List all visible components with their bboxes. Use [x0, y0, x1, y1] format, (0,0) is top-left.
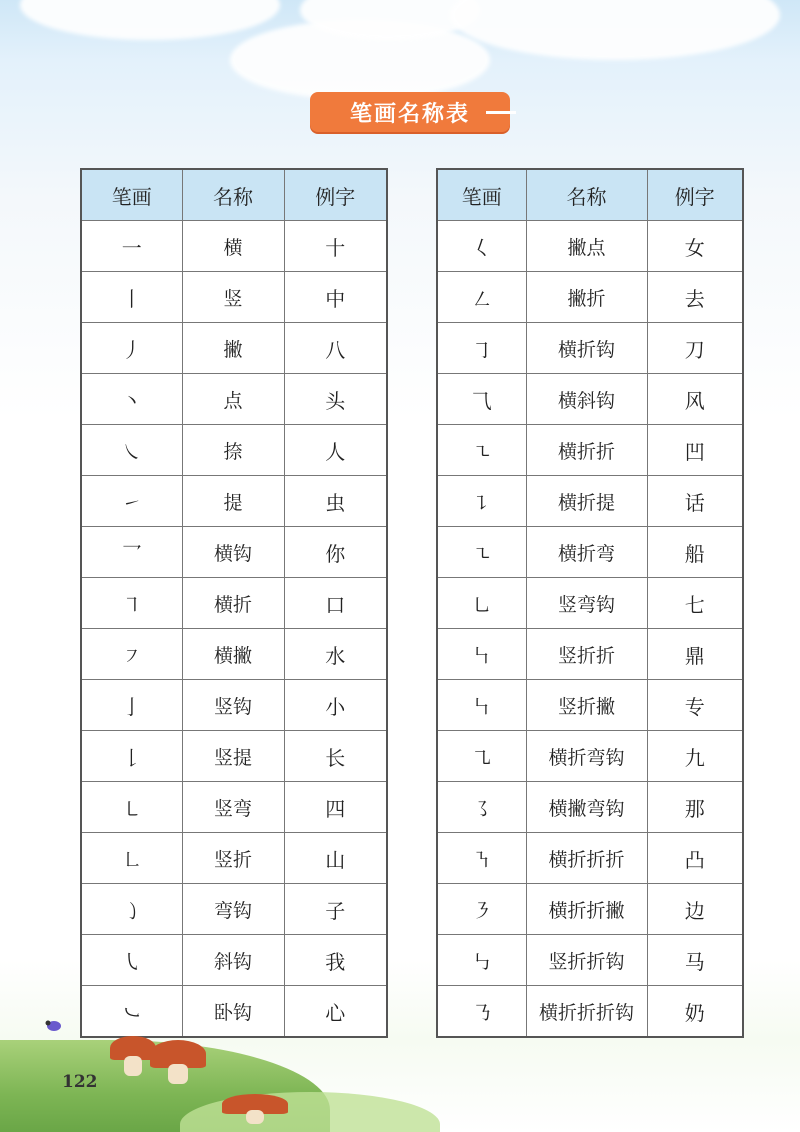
stroke-cell: ㇟	[437, 578, 526, 629]
stroke-cell: ㇕	[81, 578, 182, 629]
stroke-name-cell: 竖折折	[526, 629, 647, 680]
stroke-cell: ㇊	[437, 476, 526, 527]
table-row	[437, 782, 743, 833]
table-row	[81, 374, 387, 425]
table-row	[437, 884, 743, 935]
example-char-cell: 鼎	[647, 629, 743, 680]
table-row	[437, 272, 743, 323]
table-row	[437, 323, 743, 374]
stroke-name-cell: 弯钩	[182, 884, 284, 935]
stroke-name-cell: 竖提	[182, 731, 284, 782]
stroke-cell: ㇗	[81, 833, 182, 884]
stroke-name-cell: 竖折折钩	[526, 935, 647, 986]
example-char-cell: 山	[284, 833, 387, 884]
stroke-name-cell: 斜钩	[182, 935, 284, 986]
stroke-cell: 乛	[81, 527, 182, 578]
table-row	[437, 986, 743, 1038]
table-row	[81, 884, 387, 935]
stroke-cell: 𡿨	[437, 221, 526, 272]
stroke-cell: ㇉	[437, 935, 526, 986]
table-row	[437, 425, 743, 476]
stroke-cell: ㇃	[81, 986, 182, 1038]
example-char-cell: 专	[647, 680, 743, 731]
stroke-name-cell: 横折钩	[526, 323, 647, 374]
table-header-row	[81, 169, 387, 221]
table-row	[81, 935, 387, 986]
bug-icon	[44, 1018, 64, 1032]
table-row	[81, 986, 387, 1038]
table-row	[437, 731, 743, 782]
stroke-name-cell: 捺	[182, 425, 284, 476]
stroke-cell: ㇎	[437, 833, 526, 884]
stroke-cell: 丿	[81, 323, 182, 374]
stroke-name-cell: 横折折撇	[526, 884, 647, 935]
title-dash	[486, 111, 516, 114]
stroke-table-right	[436, 168, 744, 1038]
table-row	[437, 527, 743, 578]
stroke-cell: ㇡	[437, 986, 526, 1038]
stroke-name-cell: 横折	[182, 578, 284, 629]
stroke-cell: ㇈	[437, 731, 526, 782]
table-row	[437, 680, 743, 731]
stroke-name-cell: 横折弯钩	[526, 731, 647, 782]
table-row	[81, 731, 387, 782]
table-row	[81, 680, 387, 731]
example-char-cell: 八	[284, 323, 387, 374]
stroke-name-cell: 竖弯	[182, 782, 284, 833]
example-char-cell: 小	[284, 680, 387, 731]
example-char-cell: 你	[284, 527, 387, 578]
example-char-cell: 十	[284, 221, 387, 272]
stroke-name-cell: 横折折折钩	[526, 986, 647, 1038]
stroke-cell: ㇍	[437, 425, 526, 476]
table-row	[437, 833, 743, 884]
example-char-cell: 水	[284, 629, 387, 680]
example-char-cell: 风	[647, 374, 743, 425]
table-row	[81, 221, 387, 272]
example-char-cell: 口	[284, 578, 387, 629]
example-char-cell: 我	[284, 935, 387, 986]
stroke-name-cell: 横斜钩	[526, 374, 647, 425]
stroke-cell: ㇜	[437, 272, 526, 323]
example-char-cell: 凸	[647, 833, 743, 884]
header-example: 例字	[284, 169, 387, 221]
stroke-name-cell: 竖折撇	[526, 680, 647, 731]
table-row	[437, 935, 743, 986]
stroke-cell: ㇀	[81, 476, 182, 527]
table-row	[437, 374, 743, 425]
example-char-cell: 子	[284, 884, 387, 935]
example-char-cell: 七	[647, 578, 743, 629]
stroke-cell: 丶	[81, 374, 182, 425]
header-name: 名称	[526, 169, 647, 221]
stroke-name-cell: 竖折	[182, 833, 284, 884]
header-stroke: 笔画	[81, 169, 182, 221]
stroke-name-cell: 撇折	[526, 272, 647, 323]
example-char-cell: 头	[284, 374, 387, 425]
stroke-name-cell: 竖	[182, 272, 284, 323]
example-char-cell: 中	[284, 272, 387, 323]
stroke-cell: 丨	[81, 272, 182, 323]
stroke-name-cell: 横撇弯钩	[526, 782, 647, 833]
table-row	[81, 425, 387, 476]
cloud-decoration	[20, 0, 280, 40]
stroke-cell: ㇆	[437, 323, 526, 374]
stroke-cell: ㇄	[81, 782, 182, 833]
table-row	[437, 629, 743, 680]
stroke-name-cell: 横撇	[182, 629, 284, 680]
page-number: 122	[62, 1072, 98, 1092]
mushroom-icon	[150, 1040, 210, 1084]
stroke-name-cell: 横钩	[182, 527, 284, 578]
stroke-name-cell: 点	[182, 374, 284, 425]
stroke-cell: 一	[81, 221, 182, 272]
table-row	[81, 833, 387, 884]
example-char-cell: 长	[284, 731, 387, 782]
stroke-cell: ㇞	[437, 680, 526, 731]
example-char-cell: 去	[647, 272, 743, 323]
stroke-name-cell: 竖钩	[182, 680, 284, 731]
stroke-cell: ㇏	[81, 425, 182, 476]
page-title: 笔画名称表	[310, 92, 510, 132]
table-row	[81, 272, 387, 323]
example-char-cell: 虫	[284, 476, 387, 527]
header-name: 名称	[182, 169, 284, 221]
cloud-decoration	[450, 0, 780, 60]
stroke-name-cell: 卧钩	[182, 986, 284, 1038]
header-example: 例字	[647, 169, 743, 221]
stroke-name-cell: 横折折	[526, 425, 647, 476]
stroke-cell: ㇍	[437, 527, 526, 578]
example-char-cell: 刀	[647, 323, 743, 374]
header-stroke: 笔画	[437, 169, 526, 221]
example-char-cell: 马	[647, 935, 743, 986]
example-char-cell: 九	[647, 731, 743, 782]
stroke-name-cell: 竖弯钩	[526, 578, 647, 629]
table-row	[81, 578, 387, 629]
stroke-table-left	[80, 168, 388, 1038]
stroke-name-cell: 提	[182, 476, 284, 527]
stroke-cell: ㇁	[81, 884, 182, 935]
example-char-cell: 人	[284, 425, 387, 476]
example-char-cell: 心	[284, 986, 387, 1038]
stroke-cell: ㇂	[81, 935, 182, 986]
stroke-name-cell: 横折弯	[526, 527, 647, 578]
table-row	[81, 323, 387, 374]
table-row	[81, 476, 387, 527]
stroke-name-cell: 横折折折	[526, 833, 647, 884]
example-char-cell: 凹	[647, 425, 743, 476]
table-row	[81, 527, 387, 578]
table-row	[81, 629, 387, 680]
stroke-name-cell: 撇	[182, 323, 284, 374]
example-char-cell: 四	[284, 782, 387, 833]
stroke-cell: 𠄌	[81, 731, 182, 782]
stroke-name-cell: 横折提	[526, 476, 647, 527]
stroke-name-cell: 横	[182, 221, 284, 272]
mushroom-icon	[222, 1094, 292, 1124]
example-char-cell: 女	[647, 221, 743, 272]
table-row	[81, 782, 387, 833]
stroke-cell: ㇞	[437, 629, 526, 680]
stroke-cell: ㇇	[81, 629, 182, 680]
example-char-cell: 船	[647, 527, 743, 578]
example-char-cell: 话	[647, 476, 743, 527]
stroke-cell: ㇌	[437, 782, 526, 833]
stroke-name-cell: 撇点	[526, 221, 647, 272]
table-row	[437, 476, 743, 527]
example-char-cell: 那	[647, 782, 743, 833]
table-row	[437, 221, 743, 272]
example-char-cell: 奶	[647, 986, 743, 1038]
table-header-row	[437, 169, 743, 221]
table-row	[437, 578, 743, 629]
stroke-cell: ㇋	[437, 884, 526, 935]
stroke-cell: 亅	[81, 680, 182, 731]
stroke-cell: ⺄	[437, 374, 526, 425]
example-char-cell: 边	[647, 884, 743, 935]
